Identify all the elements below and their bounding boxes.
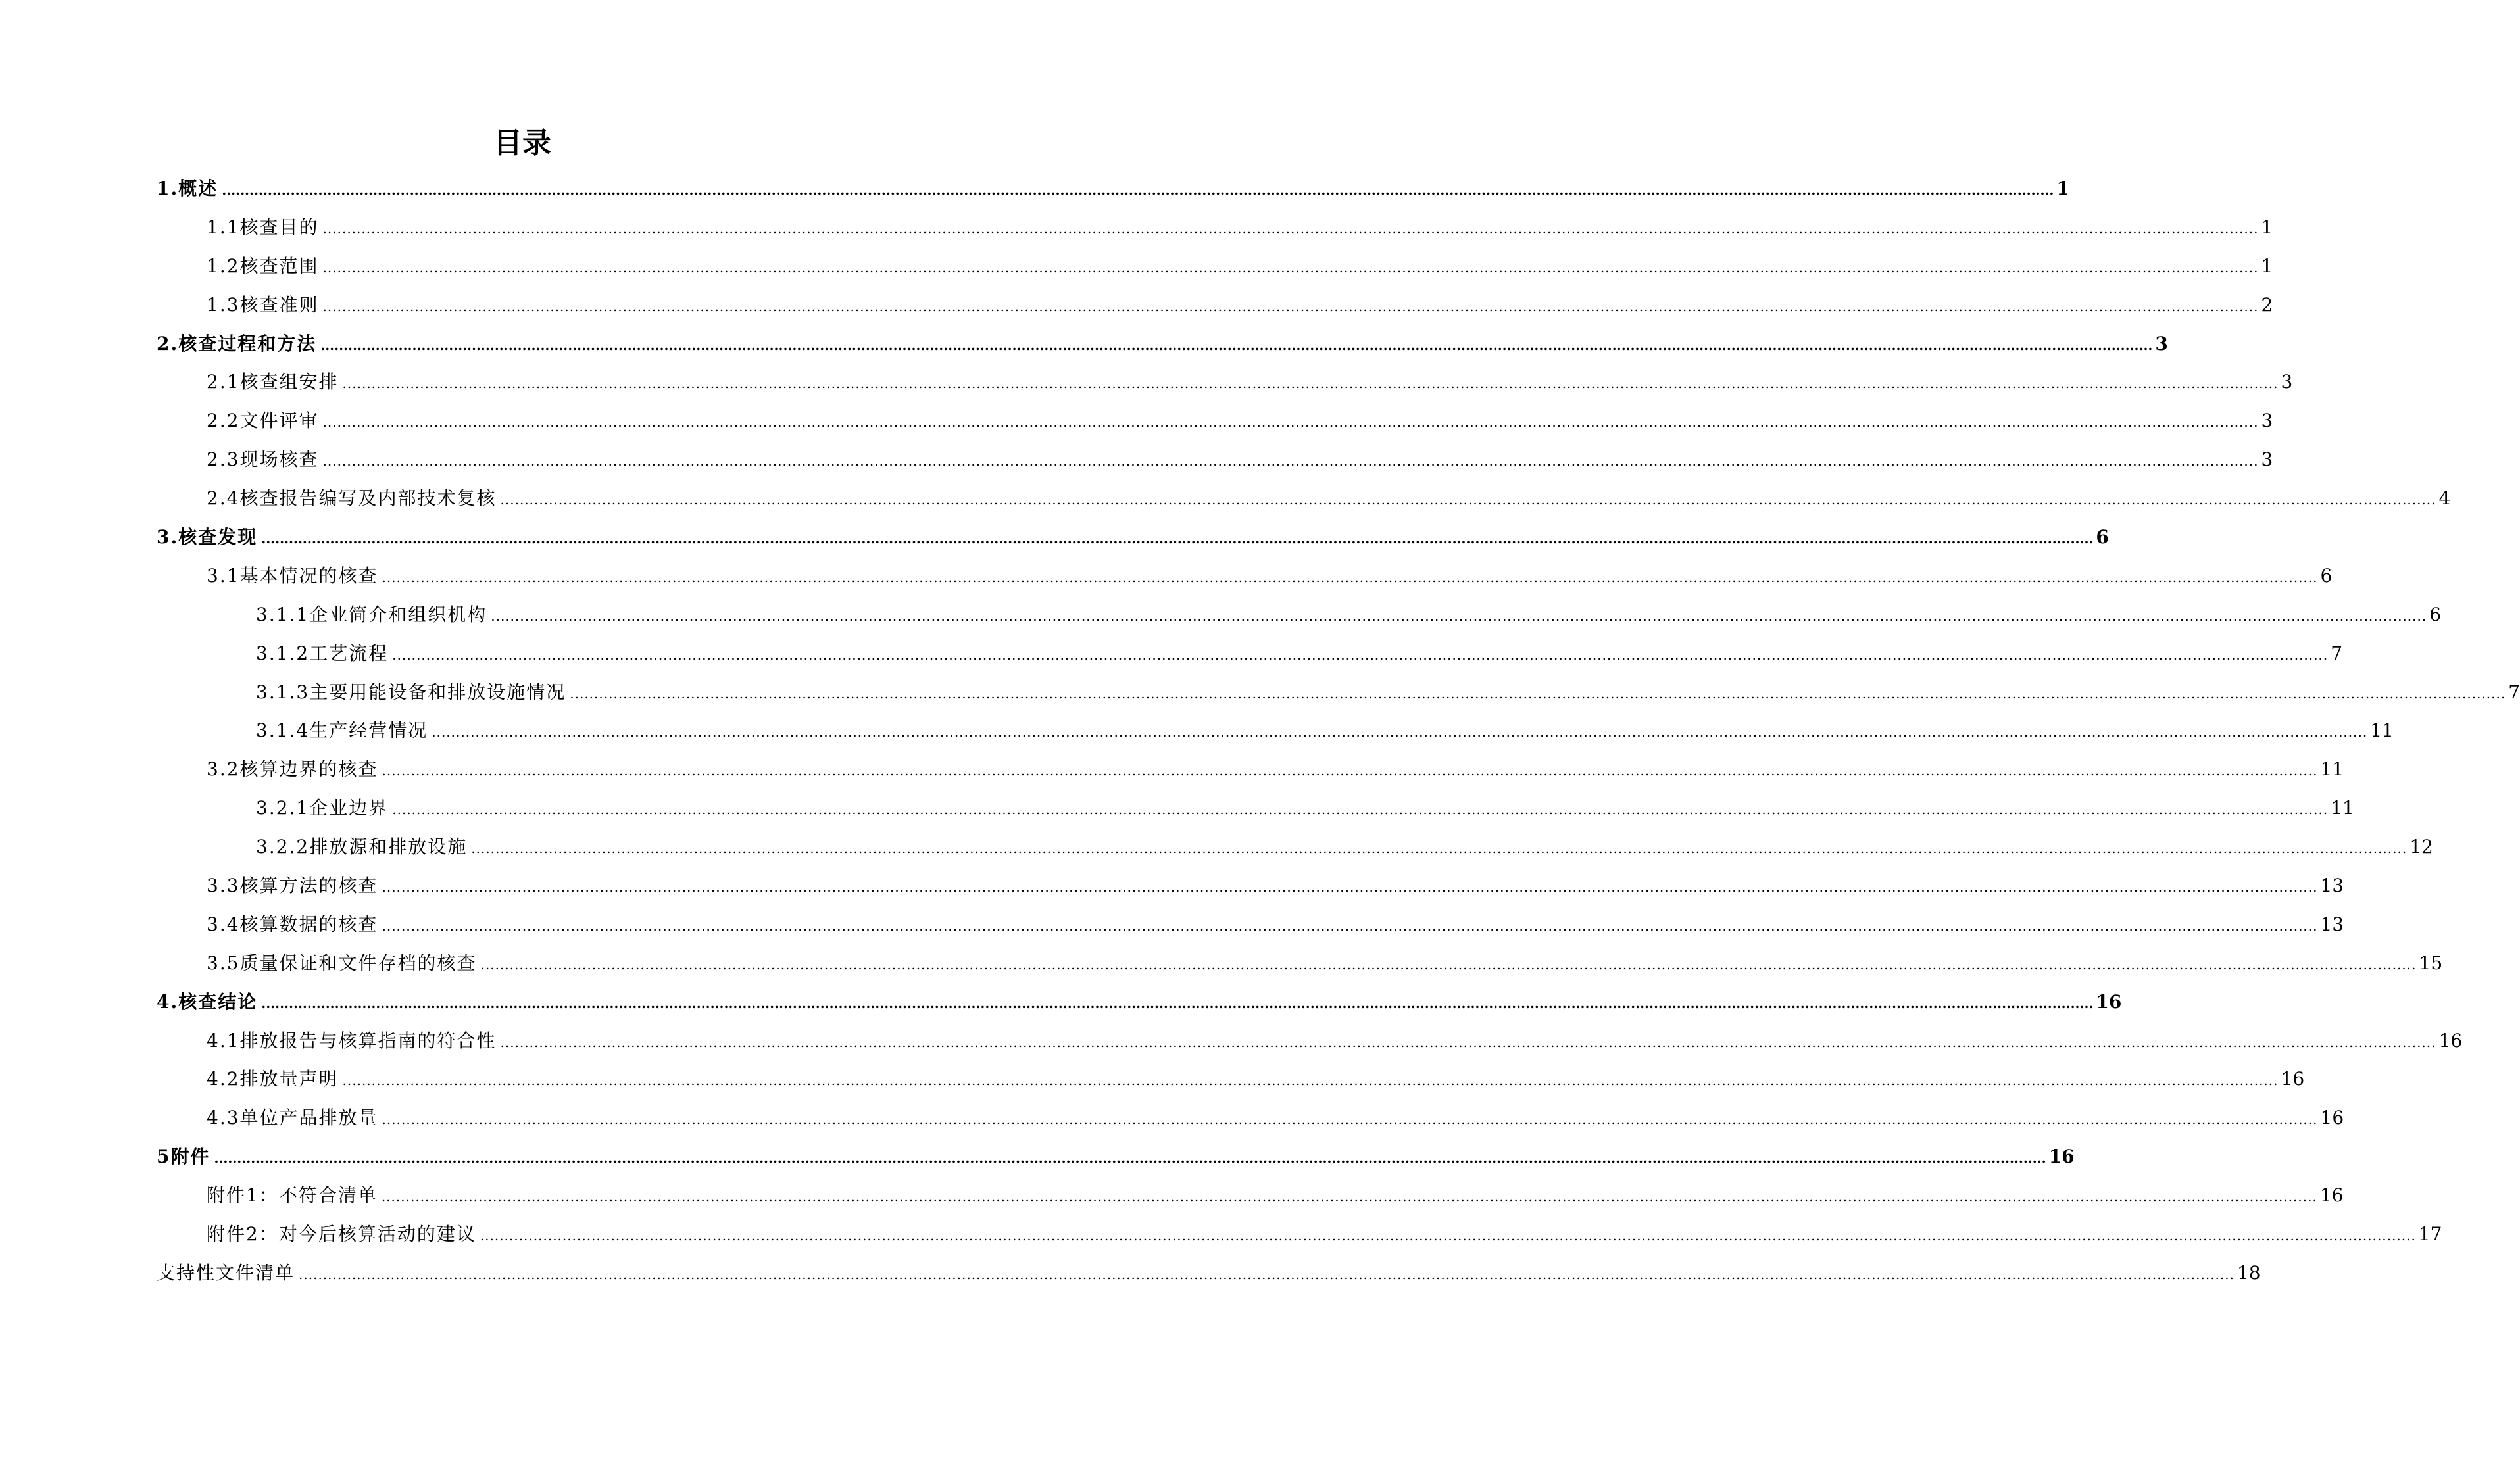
toc-entry-page-number: 3 [2281,371,2293,393]
toc-entry-label: 附件1：不符合清单 [207,1184,378,1207]
toc-title: 目录 [493,126,551,160]
toc-entry-label: 3.1.4生产经营情况 [256,719,428,742]
toc-entry[interactable] [157,557,2333,596]
dot-leader: ................................................................................................................................................................................................................................................................................................................................................................................................................ [471,840,2408,857]
dot-leader: ................................................................................................................................................................................................................................................................................................................................................................................................................ [222,182,2054,198]
toc-entry-label: 3.1.3主要用能设备和排放设施情况 [256,681,566,703]
dot-leader: ................................................................................................................................................................................................................................................................................................................................................................................................................ [570,685,2506,702]
toc-entry-label: 3.1.2工艺流程 [256,642,389,664]
toc-entry-label: 3.3核算方法的核查 [207,875,378,897]
toc-entry-page-number: 1 [2056,178,2069,199]
toc-entry-page-number: 16 [2048,1146,2075,1168]
toc-entry-page-number: 13 [2320,875,2344,897]
dot-leader: ................................................................................................................................................................................................................................................................................................................................................................................................................ [322,259,2259,276]
toc-entry-page-number: 11 [2320,758,2344,781]
toc-entry-page-number: 16 [2281,1068,2305,1090]
dot-leader: ................................................................................................................................................................................................................................................................................................................................................................................................................ [214,1150,2046,1167]
toc-entry-page-number: 6 [2320,564,2333,587]
toc-entry-page-number: 1 [2261,216,2273,238]
table-of-contents [157,170,2520,1293]
dot-leader: ................................................................................................................................................................................................................................................................................................................................................................................................................ [261,531,2094,547]
toc-entry-label: 3.4核算数据的核查 [207,913,378,935]
toc-entry-page-number: 7 [2508,681,2520,703]
toc-entry-label: 3.核查发现 [157,526,258,548]
toc-entry-label: 3.2.1企业边界 [256,797,389,819]
toc-entry[interactable] [157,363,2293,402]
toc-entry[interactable] [157,1254,2261,1293]
toc-entry-label: 2.2文件评审 [207,410,319,432]
toc-entry-page-number: 1 [2261,254,2273,277]
dot-leader: ................................................................................................................................................................................................................................................................................................................................................................................................................ [342,375,2279,392]
toc-entry-page-number: 6 [2429,603,2442,625]
toc-entry-label: 2.4核查报告编写及内部技术复核 [207,487,497,510]
toc-entry-label: 1.1核查目的 [207,216,319,238]
toc-entry-page-number: 16 [2319,1184,2344,1207]
toc-entry[interactable] [157,402,2273,441]
dot-leader: ................................................................................................................................................................................................................................................................................................................................................................................................................ [500,492,2436,508]
toc-entry-label: 2.核查过程和方法 [157,332,317,354]
toc-entry-page-number: 11 [2331,797,2354,819]
toc-entry-label: 2.1核查组安排 [207,371,339,393]
toc-entry-label: 3.5质量保证和文件存档的核查 [207,952,477,974]
toc-entry[interactable] [157,712,2394,750]
dot-leader: ................................................................................................................................................................................................................................................................................................................................................................................................................ [382,917,2318,934]
toc-entry-page-number: 2 [2261,293,2273,316]
toc-entry-page-number: 18 [2236,1261,2261,1284]
toc-entry-label: 2.3现场核查 [207,448,319,471]
dot-leader: ................................................................................................................................................................................................................................................................................................................................................................................................................ [320,337,2153,353]
toc-entry-label: 3.2核算边界的核查 [207,758,378,781]
dot-leader: ................................................................................................................................................................................................................................................................................................................................................................................................................ [480,956,2417,973]
dot-leader: ................................................................................................................................................................................................................................................................................................................................................................................................................ [491,608,2427,624]
dot-leader: ................................................................................................................................................................................................................................................................................................................................................................................................................ [480,1228,2416,1244]
toc-entry-label: 1.3核查准则 [207,293,319,316]
dot-leader: ................................................................................................................................................................................................................................................................................................................................................................................................................ [382,1111,2318,1128]
toc-entry[interactable] [157,1099,2344,1138]
toc-entry-page-number: 15 [2419,952,2443,974]
toc-entry-page-number: 12 [2409,836,2433,858]
toc-entry[interactable] [157,1176,2344,1215]
toc-entry[interactable] [157,906,2344,944]
toc-entry[interactable] [157,789,2354,828]
toc-entry-label: 3.1基本情况的核查 [207,564,378,587]
dot-leader: ................................................................................................................................................................................................................................................................................................................................................................................................................ [322,414,2259,431]
dot-leader: ................................................................................................................................................................................................................................................................................................................................................................................................................ [342,1073,2279,1089]
toc-entry-label: 4.2排放量声明 [207,1068,339,1090]
toc-entry[interactable] [157,944,2443,983]
dot-leader: ................................................................................................................................................................................................................................................................................................................................................................................................................ [322,298,2259,314]
toc-entry[interactable] [157,1138,2075,1176]
toc-entry-page-number: 17 [2418,1223,2442,1246]
toc-entry-label: 4.核查结论 [157,990,258,1013]
toc-entry-page-number: 7 [2331,642,2343,664]
toc-entry[interactable] [157,673,2520,712]
toc-entry-page-number: 6 [2096,526,2109,548]
dot-leader: ................................................................................................................................................................................................................................................................................................................................................................................................................ [392,646,2329,663]
toc-entry[interactable] [157,635,2343,673]
toc-entry-page-number: 16 [2096,990,2122,1013]
toc-entry-page-number: 4 [2438,487,2451,510]
dot-leader: ................................................................................................................................................................................................................................................................................................................................................................................................................ [432,724,2368,740]
dot-leader: ................................................................................................................................................................................................................................................................................................................................................................................................................ [500,1034,2436,1050]
toc-entry[interactable] [157,247,2273,286]
toc-entry[interactable] [157,441,2273,479]
toc-entry-label: 附件2：对今后核算活动的建议 [207,1223,476,1246]
dot-leader: ................................................................................................................................................................................................................................................................................................................................................................................................................ [382,763,2318,779]
toc-entry[interactable] [157,596,2442,635]
toc-entry-page-number: 11 [2370,719,2394,742]
toc-entry-page-number: 3 [2261,448,2273,471]
dot-leader: ................................................................................................................................................................................................................................................................................................................................................................................................................ [382,879,2318,896]
toc-entry-page-number: 16 [2438,1029,2463,1052]
dot-leader: ................................................................................................................................................................................................................................................................................................................................................................................................................ [299,1266,2235,1282]
toc-entry-label: 4.3单位产品排放量 [207,1107,378,1129]
dot-leader: ................................................................................................................................................................................................................................................................................................................................................................................................................ [322,453,2259,470]
toc-entry[interactable] [157,479,2451,518]
dot-leader: ................................................................................................................................................................................................................................................................................................................................................................................................................ [381,1189,2317,1205]
toc-entry-label: 3.1.1企业简介和组织机构 [256,603,487,625]
toc-entry[interactable] [157,1215,2442,1254]
dot-leader: ................................................................................................................................................................................................................................................................................................................................................................................................................ [322,220,2259,237]
dot-leader: ................................................................................................................................................................................................................................................................................................................................................................................................................ [392,802,2329,818]
toc-entry[interactable] [157,750,2344,789]
toc-entry-label: 1.概述 [157,178,218,199]
toc-entry-label: 3.2.2排放源和排放设施 [256,836,468,858]
toc-entry-page-number: 3 [2155,332,2168,354]
toc-entry[interactable] [157,286,2273,325]
toc-entry[interactable] [157,867,2344,906]
toc-entry[interactable] [157,325,2168,364]
dot-leader: ................................................................................................................................................................................................................................................................................................................................................................................................................ [261,995,2094,1011]
dot-leader: ................................................................................................................................................................................................................................................................................................................................................................................................................ [382,569,2318,585]
toc-entry[interactable] [157,828,2433,867]
toc-entry[interactable] [157,983,2122,1022]
toc-entry-label: 5附件 [157,1146,210,1168]
toc-entry-page-number: 16 [2320,1107,2344,1129]
toc-entry-label: 支持性文件清单 [157,1261,295,1284]
toc-entry[interactable] [157,208,2273,247]
toc-entry-page-number: 3 [2261,410,2273,432]
toc-entry-label: 1.2核查范围 [207,254,319,277]
toc-entry[interactable] [157,518,2109,557]
toc-entry-page-number: 13 [2320,913,2344,935]
toc-entry-label: 4.1排放报告与核算指南的符合性 [207,1029,497,1052]
toc-entry[interactable] [157,1022,2463,1061]
toc-entry[interactable] [157,170,2069,208]
toc-entry[interactable] [157,1060,2305,1099]
